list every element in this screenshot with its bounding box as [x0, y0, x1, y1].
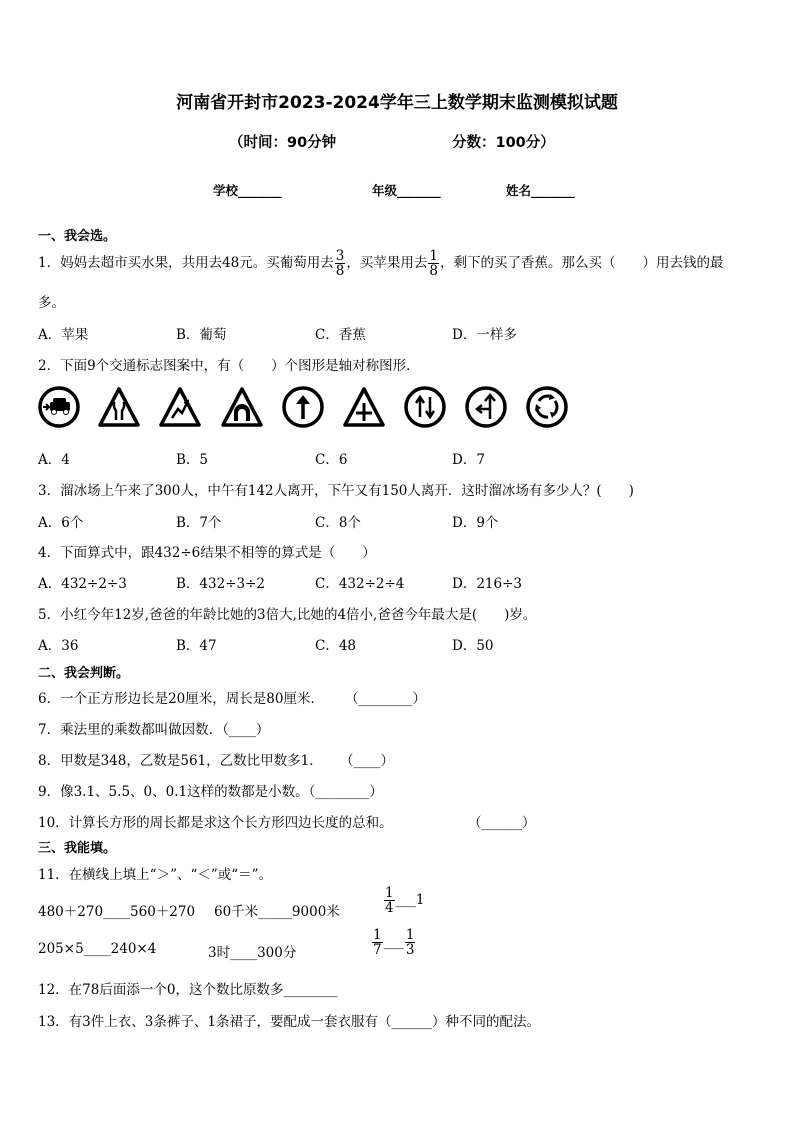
question-10: 10．计算长方形的周长都是求这个长方形四边长度的总和。	[38, 815, 393, 831]
section-2-heading: 二、我会判断。	[38, 666, 130, 681]
q2-option-c[interactable]: C．6	[315, 452, 348, 468]
school-field[interactable]: 学校_______	[213, 183, 282, 198]
q4-option-c[interactable]: C．432÷2÷4	[315, 576, 405, 592]
q1-option-c[interactable]: C．香蕉	[315, 327, 366, 343]
q11-compare-4: 205×5____240×4	[38, 941, 157, 957]
fraction-1-4	[384, 886, 395, 915]
compare-blank[interactable]: ___	[383, 934, 404, 951]
question-12: 12．在78后面添一个0，这个数比原数多________	[38, 982, 338, 998]
fraction-3-8	[335, 249, 346, 278]
q1-option-d[interactable]: D．一样多	[452, 327, 517, 343]
narrow-road-sign-icon	[97, 385, 141, 429]
exam-time: （时间：90分钟	[229, 135, 337, 151]
section-3-heading: 三、我能填。	[38, 841, 117, 856]
question-3: 3．溜冰场上午来了300人，中午有142人离开，下午又有150人离开．这时溜冰场有多少人？( )	[38, 483, 634, 499]
q3-option-b[interactable]: B．7个	[176, 515, 222, 531]
q11-compare-1: 480＋270____560＋270	[38, 904, 196, 920]
q3-option-c[interactable]: C．8个	[315, 515, 361, 531]
fraction-1-3	[405, 928, 416, 957]
question-1	[38, 243, 723, 283]
q2-option-b[interactable]: B．5	[176, 452, 209, 468]
grade-field[interactable]: 年级_______	[372, 183, 441, 198]
question-6: 6．一个正方形边长是20厘米，周长是80厘米．	[38, 691, 324, 707]
fraction-denominator: 8	[429, 263, 438, 279]
q5-option-d[interactable]: D．50	[452, 638, 494, 654]
left-turn-sign-icon	[464, 385, 508, 429]
fraction-numerator: 1	[373, 927, 382, 943]
lightning-sign-icon	[158, 385, 202, 429]
fraction-denominator: 4	[385, 900, 394, 917]
q2-option-d[interactable]: D．7	[452, 452, 485, 468]
two-way-sign-icon	[403, 385, 447, 429]
q1-option-b[interactable]: B．葡萄	[176, 327, 227, 343]
fraction-1-8	[428, 249, 439, 278]
q1-text-c: ，剩下的买了香蕉。那么买（ ）用去钱的最	[439, 255, 724, 271]
compare-blank[interactable]: ___1	[395, 892, 425, 909]
q8-answer-blank[interactable]: （____）	[340, 753, 394, 769]
q5-option-b[interactable]: B．47	[176, 638, 217, 654]
section-1-heading: 一、我会选。	[38, 229, 117, 244]
q11-compare-3	[383, 886, 424, 915]
exam-score: 分数：100分）	[452, 135, 555, 151]
fraction-denominator: 8	[335, 263, 345, 279]
q4-option-b[interactable]: B．432÷3÷2	[176, 576, 265, 592]
question-2: 2．下面9个交通标志图案中，有（ ）个图形是轴对称图形．	[38, 358, 420, 374]
q11-compare-5: 3时____300分	[208, 945, 297, 961]
crossroad-sign-icon	[342, 385, 386, 429]
roundabout-sign-icon	[525, 385, 569, 429]
q2-option-a[interactable]: A．4	[38, 452, 70, 468]
tunnel-sign-icon	[220, 385, 264, 429]
q3-option-a[interactable]: A．6个	[38, 515, 84, 531]
question-4: 4．下面算式中，跟432÷6结果不相等的算式是（ ）	[38, 545, 376, 561]
q6-answer-blank[interactable]: （________）	[345, 691, 426, 707]
fraction-numerator: 1	[385, 885, 394, 901]
q11-compare-2: 60千米_____9000米	[214, 904, 340, 920]
q5-option-a[interactable]: A．36	[38, 638, 79, 654]
fraction-numerator: 1	[429, 247, 438, 264]
fraction-1-7	[372, 928, 383, 957]
question-11: 11．在横线上填上“＞”、“＜”或“＝”。	[38, 867, 273, 883]
question-8: 8．甲数是348，乙数是561，乙数比甲数多1．	[38, 753, 323, 769]
q1-text-b: ，买苹果用去	[346, 255, 428, 271]
question-7: 7．乘法里的乘数都叫做因数．（____）	[38, 722, 270, 738]
q1-text-d: 多。	[38, 295, 65, 311]
q3-option-d[interactable]: D．9个	[452, 515, 499, 531]
question-13: 13．有3件上衣、3条裤子、1条裙子，要配成一套衣服有（______）种不同的配法。	[38, 1014, 540, 1030]
car-sign-icon	[37, 385, 81, 429]
q10-answer-blank[interactable]: （______）	[468, 815, 536, 831]
q1-option-a[interactable]: A．苹果	[38, 327, 89, 343]
q11-compare-6	[371, 928, 416, 957]
page-title: 河南省开封市2023-2024学年三上数学期末监测模拟试题	[176, 93, 618, 113]
question-9: 9．像3.1、5.5、0、0.1这样的数都是小数。（________）	[38, 784, 383, 800]
straight-arrow-sign-icon	[281, 385, 325, 429]
fraction-denominator: 7	[373, 942, 382, 959]
q4-option-d[interactable]: D．216÷3	[452, 576, 522, 592]
fraction-denominator: 3	[405, 942, 415, 959]
q4-option-a[interactable]: A．432÷2÷3	[38, 576, 127, 592]
q5-option-c[interactable]: C．48	[315, 638, 357, 654]
fraction-numerator: 1	[405, 927, 415, 943]
question-5: 5．小红今年12岁,爸爸的年龄比她的3倍大,比她的4倍小,爸爸今年最大是( )岁。	[38, 607, 537, 623]
name-field[interactable]: 姓名_______	[506, 183, 575, 198]
fraction-numerator: 3	[335, 247, 345, 264]
q1-text-a: 1．妈妈去超市买水果，共用去48元。买葡萄用去	[38, 255, 334, 271]
